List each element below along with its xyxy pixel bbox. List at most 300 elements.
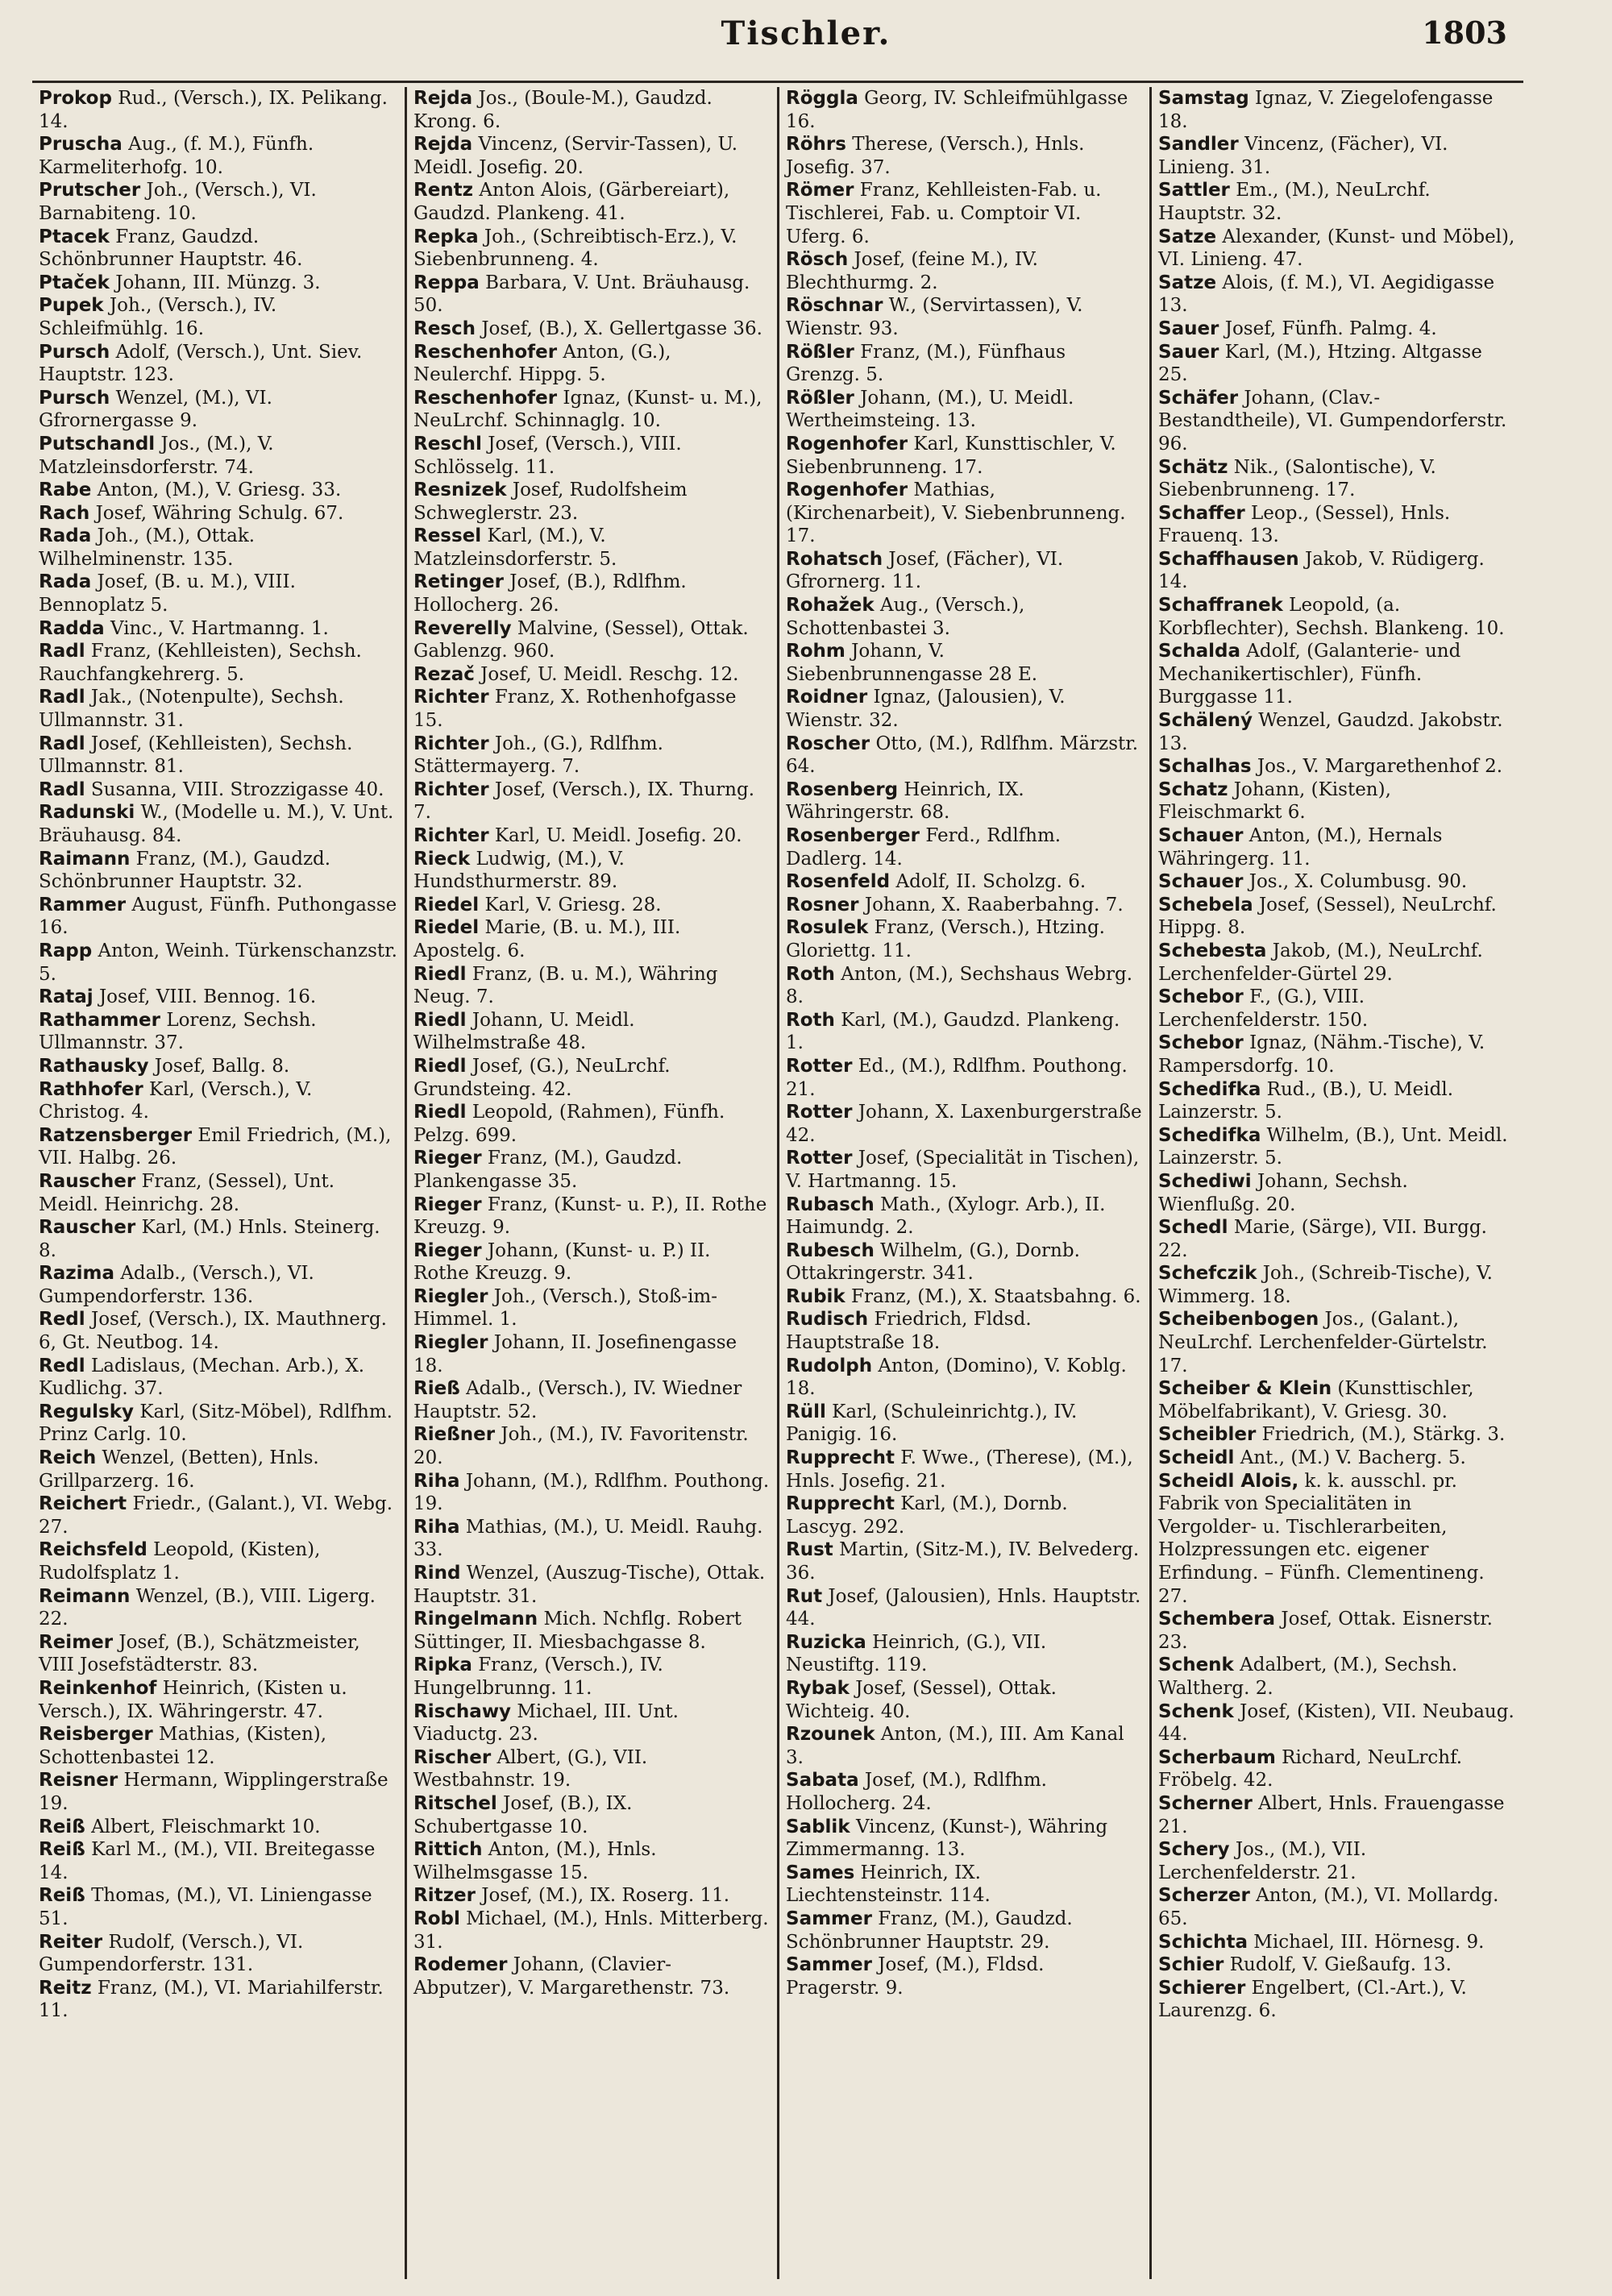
entry-surname: Schembera	[1158, 1609, 1276, 1630]
entry-details: Franz, Gaudzd. Schönbrunner Hauptstr. 46.	[39, 226, 303, 271]
entry-surname: Robl	[413, 1908, 460, 1929]
directory-entry	[39, 1009, 398, 1055]
entry-details: Josef, VIII. Bennog. 16.	[98, 986, 317, 1008]
entry-surname: Schichta	[1158, 1931, 1248, 1953]
directory-entry	[413, 1239, 771, 1285]
entry-surname: Rohatsch	[786, 548, 883, 570]
entry-details: Karl, Kunsttischler, V. Siebenbrunneng. 17.	[786, 433, 1116, 478]
directory-entry	[786, 1677, 1143, 1723]
entry-surname: Schäfer	[1158, 387, 1239, 409]
entry-details: Rudolf, V. Gießaufg. 13.	[1229, 1954, 1452, 1976]
entry-surname: Scheidl Alois,	[1158, 1470, 1299, 1492]
directory-entry	[413, 963, 771, 1009]
entry-details: W., (Servirtassen), V. Wienstr. 93.	[786, 295, 1083, 339]
directory-entry	[39, 294, 398, 340]
entry-surname: Schauer	[1158, 825, 1244, 846]
entry-surname: Rapp	[39, 940, 93, 961]
entry-surname: Rosulek	[786, 917, 869, 939]
entry-surname: Rust	[786, 1539, 833, 1561]
entry-surname: Röschnar	[786, 295, 883, 317]
entry-details: Anton, (M.), Hernals Währingerg. 11.	[1158, 825, 1443, 870]
entry-details: Karl, (M.) Hnls. Steinerg. 8.	[39, 1217, 380, 1261]
entry-details: Anton, (G.), Neulerchf. Hippg. 5.	[413, 341, 671, 386]
entry-surname: Ratzensberger	[39, 1124, 193, 1146]
directory-entry	[1158, 1884, 1515, 1930]
entry-surname: Rauscher	[39, 1170, 136, 1192]
entry-surname: Ritzer	[413, 1885, 476, 1907]
directory-entry	[39, 341, 398, 387]
directory-entry	[1158, 179, 1515, 225]
entry-details: Georg, IV. Schleifmühlgasse 16.	[786, 88, 1128, 132]
entry-surname: Rosner	[786, 894, 859, 915]
directory-entry	[1158, 1447, 1515, 1470]
directory-entry	[39, 617, 398, 641]
directory-entry	[1158, 318, 1515, 341]
directory-entry	[1158, 594, 1515, 640]
entry-details: Malvine, (Sessel), Ottak. Gablenzg. 960.	[413, 617, 749, 662]
directory-entry	[413, 1746, 771, 1792]
entry-surname: Schery	[1158, 1839, 1230, 1861]
directory-entry	[786, 1401, 1143, 1447]
entry-details: Adolf, II. Scholzg. 6.	[895, 871, 1086, 893]
directory-entry	[413, 1792, 771, 1838]
entry-details: Josef, (Versch.), IX. Mauthnerg. 6, Gt. Neutbog. 14.	[39, 1309, 387, 1354]
entry-surname: Prokop	[39, 88, 112, 109]
directory-entry	[413, 318, 771, 341]
entry-surname: Riedl	[413, 1009, 467, 1031]
entry-details: Jos., (M.), V. Matzleinsdorferstr. 74.	[39, 433, 274, 478]
entry-surname: Razima	[39, 1263, 114, 1285]
entry-surname: Schedifka	[1158, 1124, 1261, 1146]
entry-surname: Röggla	[786, 88, 858, 109]
entry-details: Josef, U. Meidl. Reschg. 12.	[480, 663, 739, 685]
entry-details: Math., (Xylogr. Arb.), II. Haimundg. 2.	[786, 1194, 1106, 1239]
entry-details: W., (Modelle u. M.), V. Unt. Bräuhausg. 84.	[39, 802, 394, 846]
entry-details: Wenzel, (M.), VI. Gfrornergasse 9.	[39, 387, 272, 432]
entry-surname: Rotter	[786, 1055, 853, 1077]
directory-entry	[39, 1055, 398, 1078]
entry-surname: Rathammer	[39, 1009, 160, 1031]
entry-surname: Rosenberger	[786, 825, 920, 846]
entry-details: Johann, II. Josefinengasse 18.	[413, 1332, 737, 1376]
directory-entry	[413, 1654, 771, 1700]
directory-entry	[413, 894, 771, 917]
entry-details: (Kunsttischler, Möbelfabrikant), V. Griesg. 30.	[1158, 1378, 1474, 1422]
entry-details: Heinrich, IX. Liechtensteinstr. 114.	[786, 1862, 991, 1907]
entry-surname: Radunski	[39, 802, 135, 824]
directory-entry	[1158, 456, 1515, 502]
directory-entry	[786, 1101, 1143, 1147]
directory-entry	[39, 87, 398, 133]
entry-surname: Schediwi	[1158, 1170, 1252, 1192]
entry-surname: Rieger	[413, 1239, 482, 1261]
entry-details: Franz, Kehlleisten-Fab. u. Tischlerei, Fab. u. Comptoir VI. Uferg. 6.	[786, 180, 1102, 247]
entry-surname: Rosenberg	[786, 778, 899, 800]
directory-entry	[39, 640, 398, 686]
entry-details: Rud., (Versch.), IX. Pelikang. 14.	[39, 88, 388, 132]
entry-surname: Rupprecht	[786, 1447, 895, 1469]
entry-surname: Schälený	[1158, 710, 1253, 732]
entry-details: Johann, (Clav.-Bestandtheile), VI. Gumpendorferstr. 96.	[1158, 387, 1507, 455]
directory-entry	[786, 248, 1143, 294]
entry-surname: Riedl	[413, 963, 467, 985]
column-3	[777, 87, 1149, 2279]
entry-details: Karl, V. Griesg. 28.	[484, 894, 662, 915]
entry-surname: Scherner	[1158, 1792, 1253, 1814]
directory-entry	[39, 778, 398, 802]
entry-details: Rud., (B.), U. Meidl. Lainzerstr. 5.	[1158, 1078, 1454, 1123]
entry-details: Johann, X. Laxenburgerstraße 42.	[786, 1102, 1142, 1146]
entry-surname: Schebesta	[1158, 940, 1267, 961]
entry-surname: Schebor	[1158, 1032, 1244, 1054]
directory-entry	[1158, 1700, 1515, 1746]
entry-surname: Schalda	[1158, 641, 1240, 662]
entry-details: Johann, (Clavier-Abputzer), V. Margarethenstr. 73.	[413, 1954, 730, 1999]
directory-entry	[413, 133, 771, 179]
directory-entry	[39, 387, 398, 433]
directory-entry	[786, 294, 1143, 340]
entry-surname: Sauer	[1158, 318, 1219, 339]
entry-surname: Satze	[1158, 226, 1217, 247]
entry-surname: Regulsky	[39, 1401, 135, 1422]
entry-details: Anton, (M.), V. Griesg. 33.	[97, 480, 342, 501]
directory-entry	[1158, 986, 1515, 1032]
entry-details: k. k. ausschl. pr. Fabrik von Specialitäten in Vergolder- u. Tischlerarbeiten, Holzpressungen etc. eigener Erfindung. – Fünfh. Clementineng. 27.	[1158, 1470, 1485, 1607]
entry-details: Joh., (Schreibtisch-Erz.), V. Siebenbrunneng. 4.	[413, 226, 737, 271]
entry-details: Leopold, (Rahmen), Fünfh. Pelzg. 699.	[413, 1102, 725, 1146]
directory-entry	[39, 686, 398, 732]
entry-surname: Rudisch	[786, 1309, 869, 1331]
entry-surname: Reiß	[39, 1885, 85, 1907]
entry-surname: Rejda	[413, 88, 473, 109]
directory-entry	[39, 1816, 398, 1839]
entry-surname: Rotter	[786, 1148, 853, 1169]
directory-entry	[39, 1308, 398, 1354]
entry-details: Em., (M.), NeuLrchf. Hauptstr. 32.	[1158, 180, 1431, 224]
entry-details: F. Wwe., (Therese), (M.), Hnls. Josefig. 21.	[786, 1447, 1133, 1492]
entry-details: Karl, (Versch.), V. Christog. 4.	[39, 1078, 313, 1123]
entry-details: Johann, (Kisten), Fleischmarkt 6.	[1158, 778, 1391, 824]
entry-details: Franz, (M.), Gaudzd. Plankengasse 35.	[413, 1148, 683, 1192]
directory-entry	[39, 1493, 398, 1538]
entry-surname: Roth	[786, 963, 835, 985]
directory-entry	[39, 1078, 398, 1124]
entry-surname: Resnizek	[413, 480, 507, 501]
directory-entry	[39, 525, 398, 571]
entry-surname: Scherbaum	[1158, 1746, 1276, 1768]
columns	[32, 87, 1523, 2279]
entry-details: Johann, (M.), Rdlfhm. Pouthong. 19.	[413, 1470, 770, 1515]
directory-entry	[1158, 1654, 1515, 1700]
entry-details: Jos., (Boule-M.), Gaudzd. Krong. 6.	[413, 88, 713, 132]
entry-surname: Ruzicka	[786, 1631, 866, 1653]
directory-entry	[39, 1216, 398, 1262]
entry-details: Karl, (Sitz-Möbel), Rdlfhm. Prinz Carlg. 10.	[39, 1401, 393, 1446]
entry-surname: Satze	[1158, 272, 1217, 293]
entry-details: Josef, (Kehlleisten), Sechsh. Ullmannstr. 81.	[39, 733, 353, 778]
entry-details: Jos., (Galant.), NeuLrchf. Lerchenfelder-Gürtelstr. 17.	[1158, 1309, 1488, 1376]
entry-details: Mich. Nchflg. Robert Süttinger, II. Miesbachgasse 8.	[413, 1609, 742, 1653]
entry-details: Vincenz, (Servir-Tassen), U. Meidl. Josefig. 20.	[413, 134, 738, 178]
entry-surname: Römer	[786, 180, 854, 201]
directory-entry	[1158, 1377, 1515, 1423]
directory-entry	[39, 1355, 398, 1401]
directory-entry	[413, 848, 771, 894]
entry-surname: Schalhas	[1158, 756, 1252, 778]
entry-surname: Redl	[39, 1355, 85, 1376]
entry-surname: Pursch	[39, 387, 110, 409]
entry-surname: Reichert	[39, 1493, 127, 1515]
entry-surname: Radl	[39, 778, 85, 800]
directory-entry	[786, 179, 1143, 248]
directory-entry	[786, 1194, 1143, 1239]
entry-details: Barbara, V. Unt. Bräuhausg. 50.	[413, 272, 750, 317]
directory-entry	[39, 479, 398, 502]
entry-surname: Rybak	[786, 1677, 850, 1699]
directory-entry	[786, 963, 1143, 1009]
entry-details: Susanna, VIII. Strozzigasse 40.	[90, 778, 384, 800]
entry-details: Josef, (M.), IX. Roserg. 11.	[481, 1885, 730, 1907]
entry-details: Josef, (Kisten), VII. Neubaug. 44.	[1158, 1700, 1514, 1746]
entry-details: Karl M., (M.), VII. Breitegasse 14.	[39, 1839, 376, 1883]
directory-entry	[413, 1608, 771, 1654]
entry-surname: Ripka	[413, 1655, 472, 1676]
entry-surname: Rösch	[786, 249, 849, 271]
entry-details: Jakob, V. Rüdigerg. 14.	[1158, 548, 1485, 593]
directory-entry	[39, 1931, 398, 1977]
directory-entry	[1158, 272, 1515, 318]
entry-surname: Rathausky	[39, 1055, 149, 1077]
entry-surname: Sabata	[786, 1770, 859, 1792]
entry-surname: Rießner	[413, 1424, 496, 1446]
entry-surname: Rach	[39, 502, 90, 524]
directory-entry	[413, 1562, 771, 1608]
entry-details: Jos., V. Margarethenhof 2.	[1257, 756, 1503, 778]
entry-surname: Rubesch	[786, 1239, 875, 1261]
entry-details: Therese, (Versch.), Hnls. Josefig. 37.	[786, 134, 1085, 178]
entry-details: Johann, (Kunst- u. P.) II. Rothe Kreuzg. 9.	[413, 1239, 711, 1285]
directory-entry	[39, 1447, 398, 1493]
directory-entry	[786, 594, 1143, 640]
entry-details: Anton, (M.), Hnls. Wilhelmsgasse 15.	[413, 1839, 657, 1883]
entry-surname: Scheidl	[1158, 1447, 1235, 1469]
directory-entry	[1158, 87, 1515, 133]
entry-details: Joh., (G.), Rdlfhm. Stättermayerg. 7.	[413, 733, 663, 778]
entry-surname: Retinger	[413, 571, 504, 593]
entry-details: Otto, (M.), Rdlfhm. Märzstr. 64.	[786, 733, 1139, 778]
directory-entry	[786, 1355, 1143, 1401]
entry-details: Michael, III. Hörnesg. 9.	[1253, 1931, 1485, 1953]
entry-details: Johann, III. Münzg. 3.	[115, 272, 321, 293]
entry-surname: Sammer	[786, 1954, 872, 1976]
directory-entry	[786, 870, 1143, 894]
entry-details: Josef, Ottak. Eisnerstr. 23.	[1158, 1609, 1493, 1653]
directory-entry	[39, 733, 398, 778]
entry-details: Franz, (M.), Gaudzd. Schönbrunner Hauptstr. 29.	[786, 1908, 1073, 1953]
directory-entry	[786, 1631, 1143, 1677]
directory-entry	[1158, 1423, 1515, 1447]
directory-entry	[1158, 548, 1515, 594]
directory-entry	[1158, 1746, 1515, 1792]
entry-details: Ludwig, (M.), V. Hundsthurmerstr. 89.	[413, 848, 625, 893]
entry-surname: Schedl	[1158, 1217, 1228, 1239]
entry-details: Josef, (Versch.), VIII. Schlösselg. 11.	[413, 433, 682, 478]
directory-entry	[413, 1908, 771, 1953]
entry-details: Martin, (Sitz-M.), IV. Belvederg. 36.	[786, 1539, 1140, 1584]
directory-entry	[1158, 1170, 1515, 1216]
entry-surname: Sandler	[1158, 134, 1239, 156]
entry-details: Joh., (Versch.), Stoß-im-Himmel. 1.	[413, 1285, 718, 1331]
entry-surname: Rohm	[786, 641, 845, 662]
directory-entry	[1158, 226, 1515, 272]
directory-entry	[39, 1677, 398, 1723]
directory-entry	[786, 1285, 1143, 1309]
entry-surname: Rauscher	[39, 1217, 136, 1239]
entry-surname: Schenk	[1158, 1700, 1234, 1722]
entry-surname: Radl	[39, 687, 85, 708]
entry-details: Franz, (Sessel), Unt. Meidl. Heinrichg. 28.	[39, 1170, 335, 1215]
entry-surname: Röhrs	[786, 134, 846, 156]
directory-entry	[413, 686, 771, 732]
entry-details: Anton, (M.), III. Am Kanal 3.	[786, 1724, 1124, 1768]
directory-entry	[786, 733, 1143, 778]
entry-surname: Richter	[413, 825, 489, 846]
entry-details: Heinrich, (Kisten u. Versch.), IX. Währingerstr. 47.	[39, 1677, 347, 1722]
entry-surname: Samstag	[1158, 88, 1249, 109]
directory-entry	[786, 479, 1143, 548]
entry-surname: Rogenhofer	[786, 480, 908, 501]
entry-details: Adalb., (Versch.), VI. Gumpendorferstr. 136.	[39, 1263, 314, 1307]
entry-details: Jakob, (M.), NeuLrchf. Lerchenfelder-Gürtel 29.	[1158, 940, 1483, 985]
entry-details: Ignaz, (Nähm.-Tische), V. Rampersdorfg. 10.	[1158, 1032, 1485, 1077]
entry-surname: Reimer	[39, 1631, 114, 1653]
entry-details: Mathias, (Kisten), Schottenbastei 12.	[39, 1724, 327, 1768]
directory-entry	[39, 1262, 398, 1308]
directory-entry	[786, 1055, 1143, 1101]
entry-surname: Schefczik	[1158, 1263, 1257, 1285]
entry-details: Joh., (Schreib-Tische), V. Wimmerg. 18.	[1158, 1263, 1493, 1307]
entry-details: Josef, (Fächer), VI. Gfrornerg. 11.	[786, 548, 1064, 593]
directory-entry	[39, 1585, 398, 1631]
entry-surname: Reschenhofer	[413, 387, 558, 409]
entry-details: Jos., (M.), VII. Lerchenfelderstr. 21.	[1158, 1839, 1367, 1883]
entry-surname: Reverelly	[413, 617, 512, 639]
entry-details: Aug., (f. M.), Fünfh. Karmeliterhofg. 10.	[39, 134, 314, 178]
entry-surname: Reiter	[39, 1931, 103, 1953]
entry-details: Josef, (M.), Fldsd. Pragerstr. 9.	[786, 1954, 1045, 1999]
directory-entry	[1158, 870, 1515, 894]
directory-entry	[786, 548, 1143, 594]
entry-details: August, Fünfh. Puthongasse 16.	[39, 894, 397, 939]
entry-details: Alexander, (Kunst- und Möbel), VI. Linieng. 47.	[1158, 226, 1515, 271]
directory-entry	[1158, 1792, 1515, 1838]
entry-details: Johann, (M.), U. Meidl. Wertheimsteing. 13.	[786, 387, 1074, 432]
directory-entry	[786, 387, 1143, 433]
entry-details: Ed., (M.), Rdlfhm. Pouthong. 21.	[786, 1055, 1128, 1100]
entry-details: Franz, (Versch.), Htzing. Gloriettg. 11.	[786, 917, 1105, 961]
entry-surname: Reich	[39, 1447, 97, 1469]
entry-details: Marie, (B. u. M.), III. Apostelg. 6.	[413, 917, 681, 961]
entry-details: Karl, (Schuleinrichtg.), IV. Panigig. 16.	[786, 1401, 1078, 1446]
directory-entry	[1158, 1931, 1515, 1954]
entry-details: Anton, Weinh. Türkenschanzstr. 5.	[39, 940, 397, 985]
entry-surname: Reimann	[39, 1585, 131, 1607]
entry-details: Friedrich, Fldsd. Hauptstraße 18.	[786, 1309, 1032, 1354]
entry-surname: Pruscha	[39, 134, 123, 156]
entry-surname: Rogenhofer	[786, 433, 908, 455]
entry-surname: Rößler	[786, 341, 854, 363]
entry-surname: Reichsfeld	[39, 1539, 147, 1561]
entry-details: Heinrich, IX. Währingerstr. 68.	[786, 778, 1024, 824]
entry-details: Friedr., (Galant.), VI. Webg. 27.	[39, 1493, 393, 1538]
directory-entry	[1158, 1124, 1515, 1170]
directory-entry	[413, 1194, 771, 1239]
entry-surname: Richter	[413, 687, 489, 708]
entry-details: Leopold, (Kisten), Rudolfsplatz 1.	[39, 1539, 321, 1584]
entry-details: Anton, (M.), Sechshaus Webrg. 8.	[786, 963, 1133, 1008]
entry-details: Adolf, (Galanterie- und Mechanikertischler), Fünfh. Burggasse 11.	[1158, 641, 1461, 708]
entry-surname: Ressel	[413, 525, 482, 547]
entry-details: Franz, (Kehlleisten), Sechsh. Rauchfangkehrerg. 5.	[39, 641, 362, 685]
entry-surname: Schauer	[1158, 871, 1244, 893]
entry-details: Josef, (B.), Rdlfhm. Hollocherg. 26.	[413, 571, 687, 617]
entry-surname: Rubik	[786, 1285, 845, 1307]
directory-entry	[786, 1723, 1143, 1769]
entry-details: Johann, X. Raaberbahng. 7.	[864, 894, 1124, 915]
entry-surname: Riedel	[413, 917, 480, 939]
entry-details: Vinc., V. Hartmanng. 1.	[110, 617, 329, 639]
directory-entry	[413, 387, 771, 433]
directory-entry	[413, 1884, 771, 1908]
page-title: Tischler.	[721, 15, 891, 52]
entry-surname: Scheibler	[1158, 1424, 1257, 1446]
entry-details: Adalbert, (M.), Sechsh. Waltherg. 2.	[1158, 1655, 1458, 1699]
entry-surname: Rind	[413, 1563, 461, 1584]
directory-entry	[786, 824, 1143, 870]
entry-surname: Roscher	[786, 733, 870, 754]
page-number: 1803	[1422, 15, 1507, 51]
directory-entry	[413, 1331, 771, 1377]
entry-details: Engelbert, (Cl.-Art.), V. Laurenzg. 6.	[1158, 1977, 1467, 2022]
entry-details: Josef, (Sessel), NeuLrchf. Hippg. 8.	[1158, 894, 1497, 939]
entry-details: Joh., (Versch.), VI. Barnabiteng. 10.	[39, 180, 317, 224]
directory-entry	[786, 1862, 1143, 1908]
entry-surname: Schebor	[1158, 986, 1244, 1008]
entry-surname: Riha	[413, 1516, 460, 1538]
entry-details: Johann, U. Meidl. Wilhelmstraße 48.	[413, 1009, 635, 1054]
entry-surname: Rohažek	[786, 595, 875, 617]
directory-entry	[39, 1170, 398, 1216]
entry-surname: Raimann	[39, 848, 131, 870]
directory-entry	[786, 1953, 1143, 1999]
entry-details: Heinrich, (G.), VII. Neustiftg. 119.	[786, 1631, 1047, 1676]
entry-surname: Ptaček	[39, 272, 110, 293]
entry-surname: Rentz	[413, 180, 474, 201]
entry-details: Franz, (Kunst- u. P.), II. Rothe Kreuzg. 9.	[413, 1194, 767, 1239]
directory-entry	[1158, 824, 1515, 870]
entry-surname: Reinkenhof	[39, 1677, 157, 1699]
directory-entry	[1158, 778, 1515, 824]
entry-details: Wilhelm, (G.), Dornb. Ottakringerstr. 341.	[786, 1239, 1080, 1285]
entry-surname: Rupprecht	[786, 1493, 895, 1515]
directory-entry	[786, 1908, 1143, 1953]
directory-entry	[786, 87, 1143, 133]
directory-entry	[413, 179, 771, 225]
directory-entry	[413, 1055, 771, 1101]
entry-details: Anton, (M.), VI. Mollardg. 65.	[1158, 1885, 1499, 1929]
entry-surname: Rodemer	[413, 1954, 508, 1976]
directory-entry	[413, 1377, 771, 1423]
